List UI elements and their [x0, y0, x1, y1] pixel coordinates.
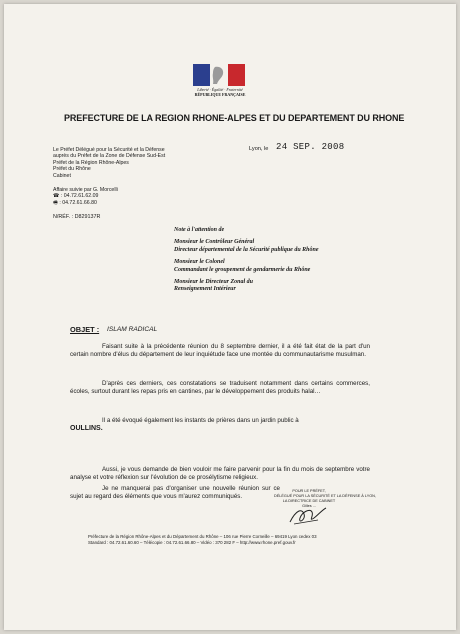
date-stamp: 24 SEP. 2008 — [276, 142, 345, 152]
letter-page — [4, 4, 456, 630]
recipients-block — [174, 227, 319, 294]
footer-address: Préfecture de la Région Rhône-Alpes et du Département du Rhône – 106 rue Pierre Corneille – 69419 Lyon cedex 03 — [88, 534, 317, 539]
page-title: PREFECTURE DE LA REGION RHONE-ALPES ET DU DEPARTEMENT DU RHONE — [64, 113, 405, 123]
recipient-line: Directeur départemental de la Sécurité publique du Rhône — [174, 246, 319, 253]
recipient-line: Monsieur le Contrôleur Général — [174, 239, 255, 246]
recipients-heading: Note à l'attention de — [174, 227, 225, 233]
signature-line: Gilles ... — [302, 504, 316, 508]
objet-label: OBJET : — [70, 325, 100, 334]
reference-number: N/RÉF. : D829137R — [53, 214, 101, 220]
body-paragraph: D'après ces derniers, ces constatations se traduisent notamment dans certains commerces, écoles, surtout durant les repas pris en cantines, par le développement des produits halal… — [70, 380, 370, 396]
sender-block — [53, 147, 165, 179]
contact-block — [53, 187, 118, 206]
body-paragraph: Je ne manquerai pas d'organiser une nouvelle réunion sur ce sujet au regard des éléments que vous m'aurez communiqués. — [70, 485, 280, 501]
body-paragraph: Aussi, je vous demande de bien vouloir me faire parvenir pour la fin du mois de septembre votre analyse et votre réflexion sur l'évolution de ce prosélytisme religieux. — [70, 466, 370, 482]
marianne-logo-icon — [193, 64, 245, 86]
signature-line: POUR LE PRÉFET, — [292, 489, 326, 493]
footer — [88, 534, 317, 546]
logo-motto: Liberté · Égalité · Fraternité — [197, 87, 243, 92]
date-label: Lyon, le — [249, 146, 269, 152]
sender-line: auprès du Préfet de la Zone de Défense Sud-Est — [53, 153, 166, 160]
signature-line: LA DIRECTRICE DE CABINET — [282, 499, 336, 503]
body-paragraph-text: Il a été évoqué également les instants de prières dans un jardin public à — [102, 417, 299, 424]
footer-contact: Standard : 04.72.61.60.60 – Télécopie : 04.72.61.66.80 – Vidéo : 370 282 F – http://www.rhone.pref.gouv.fr — [88, 540, 296, 545]
signature-line: DÉLÉGUÉ POUR LA SÉCURITÉ ET LA DÉFENSE À LYON, — [274, 494, 376, 498]
handwritten-signature-icon — [288, 504, 328, 531]
location-name: OULLINS. — [70, 425, 103, 433]
fax-line: 🖷 : 04.72.61.66.80 — [53, 199, 97, 206]
sender-line: Cabinet — [53, 172, 71, 179]
recipient-line: Commandant le groupement de gendarmerie du Rhône — [174, 266, 311, 273]
phone-line: ☎ : 04.72.61.62.09 — [53, 193, 99, 200]
recipient-line: Monsieur le Directeur Zonal du — [174, 279, 254, 286]
recipient-line: Renseignement Intérieur — [174, 286, 236, 293]
sender-line: Préfet de la Région Rhône-Alpes — [53, 159, 129, 166]
body-paragraph: Faisant suite à la précédente réunion du 8 septembre dernier, il a été fait état de la part d'un certain nombre d'élus du département de leur inquiétude face une montée du communautarisme musulman. — [70, 343, 370, 359]
body-paragraph — [70, 417, 370, 434]
sender-line: Le Préfet Délégué pour la Sécurité et la Défense — [53, 147, 165, 153]
recipient-line: Monsieur le Colonel — [174, 259, 225, 266]
objet-value: ISLAM RADICAL — [107, 326, 158, 333]
sender-line: Préfet du Rhône — [53, 166, 91, 173]
contact-line: Affaire suivie par G. Morcelli — [53, 187, 118, 193]
logo-republic: RÉPUBLIQUE FRANÇAISE — [194, 92, 246, 97]
